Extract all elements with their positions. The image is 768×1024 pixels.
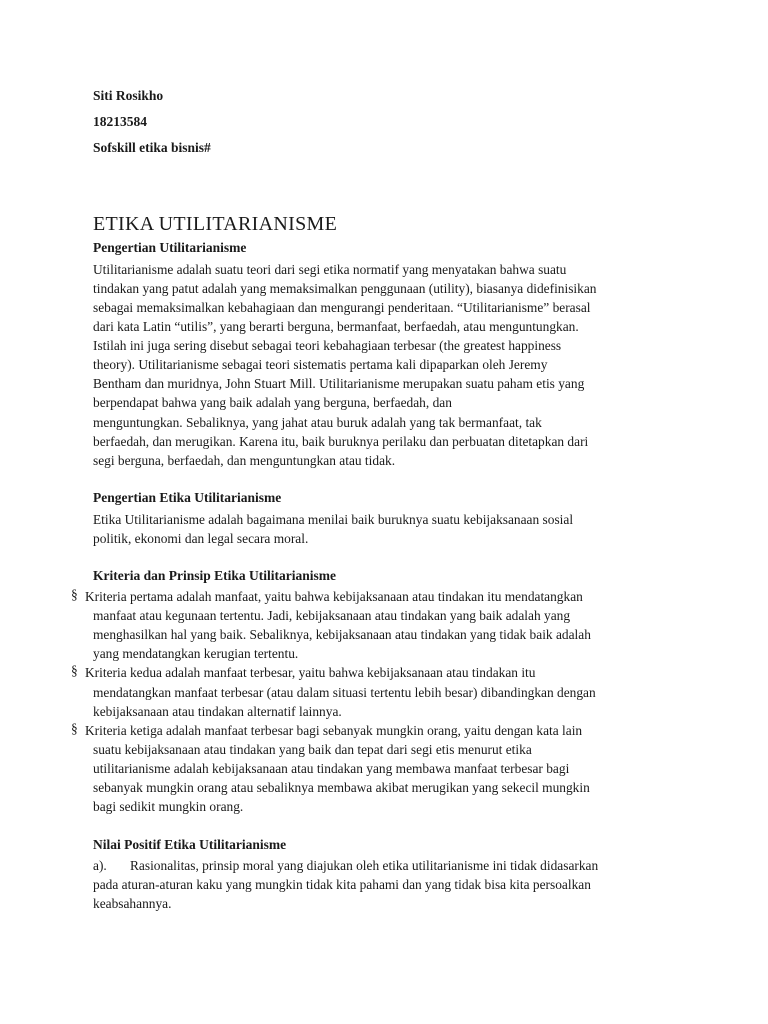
paragraph-line: sebagai memaksimalkan kebahagiaan dan mengurangi penderitaan. “Utilitarianisme” berasal [93,300,591,315]
section-heading-kriteria: Kriteria dan Prinsip Etika Utilitarianisme [93,568,336,583]
paragraph-line: Istilah ini juga sering disebut sebagai teori kebahagiaan terbesar (the greatest happiness [93,338,562,353]
list-item-line: pada aturan-aturan kaku yang mungkin tidak kita pahami dan yang tidak bisa kita persoalkan [93,877,591,892]
paragraph-line: Etika Utilitarianisme adalah bagaimana menilai baik buruknya suatu kebijaksanaan sosial [93,512,574,527]
paragraph-line: Utilitarianisme adalah suatu teori dari segi etika normatif yang menyatakan bahwa suatu [93,262,567,277]
paragraph-line: segi berguna, berfaedah, dan menguntungkan atau tidak. [93,453,396,468]
list-item-line: Kriteria ketiga adalah manfaat terbesar bagi sebanyak mungkin orang, yaitu dengan kata lain [85,723,583,738]
document-title: ETIKA UTILITARIANISME [93,213,338,235]
paragraph-line: berfaedah, dan merugikan. Karena itu, baik buruknya perilaku dan perbuatan ditetapkan dari [93,434,589,449]
paragraph-line: Bentham dan muridnya, John Stuart Mill. Utilitarianisme merupakan suatu paham etis yang [93,376,585,391]
paragraph-line: menguntungkan. Sebaliknya, yang jahat atau buruk adalah yang tak bermanfaat, tak [93,415,542,430]
course-label: Sofskill etika bisnis# [93,140,211,155]
list-item-line: suatu kebijaksanaan atau tindakan yang baik dan tepat dari segi etis menurut etika [93,742,532,757]
list-item-line: sebanyak mungkin orang atau sebaliknya membawa akibat merugikan yang sekecil mungkin [93,780,590,795]
list-item-line: yang mendatangkan kerugian tertentu. [93,646,299,661]
section-bullet-icon: § [71,663,78,678]
list-item-line: manfaat atau kegunaan tertentu. Jadi, kebijaksanaan atau tindakan yang baik adalah yang [93,608,571,623]
author-name: Siti Rosikho [93,88,164,103]
section-bullet-icon: § [71,587,78,602]
paragraph-line: politik, ekonomi dan legal secara moral. [93,531,309,546]
list-item-line: utilitarianisme adalah kebijaksanaan atau tindakan yang membawa manfaat terbesar bagi [93,761,570,776]
paragraph-line: dari kata Latin “utilis”, yang berarti berguna, bermanfaat, berfaedah, atau menguntungkan. [93,319,579,334]
section-bullet-icon: § [71,721,78,736]
list-item-line: bagi sedikit mungkin orang. [93,799,244,814]
list-item-line: kebijaksanaan atau tindakan alternatif lainnya. [93,704,342,719]
section-heading-nilai-positif: Nilai Positif Etika Utilitarianisme [93,837,287,852]
list-item-line: Kriteria pertama adalah manfaat, yaitu bahwa kebijaksanaan atau tindakan itu mendatangkan [85,589,583,604]
section-heading-pengertian-utilitarianisme: Pengertian Utilitarianisme [93,240,247,255]
paragraph-line: theory). Utilitarianisme sebagai teori sistematis pertama kali dipaparkan oleh Jeremy [93,357,548,372]
student-id: 18213584 [93,114,147,129]
section-heading-pengertian-etika: Pengertian Etika Utilitarianisme [93,490,282,505]
list-item-line: Kriteria kedua adalah manfaat terbesar, yaitu bahwa kebijaksanaan atau tindakan itu [85,665,536,680]
list-item-line: keabsahannya. [93,896,172,911]
paragraph-line: tindakan yang patut adalah yang memaksimalkan penggunaan (utility), biasanya didefinisikan [93,281,597,296]
paragraph-line: berpendapat bahwa yang baik adalah yang berguna, berfaedah, dan [93,395,452,410]
list-item-marker: a). [93,858,107,873]
list-item-line: mendatangkan manfaat terbesar (atau dalam situasi tertentu lebih besar) dibandingkan dengan [93,685,596,700]
list-item-line: menghasilkan hal yang baik. Sebaliknya, kebijaksanaan atau tindakan yang tidak baik adalah [93,627,591,642]
list-item-line: Rasionalitas, prinsip moral yang diajukan oleh etika utilitarianisme ini tidak didasarkan [130,858,599,873]
